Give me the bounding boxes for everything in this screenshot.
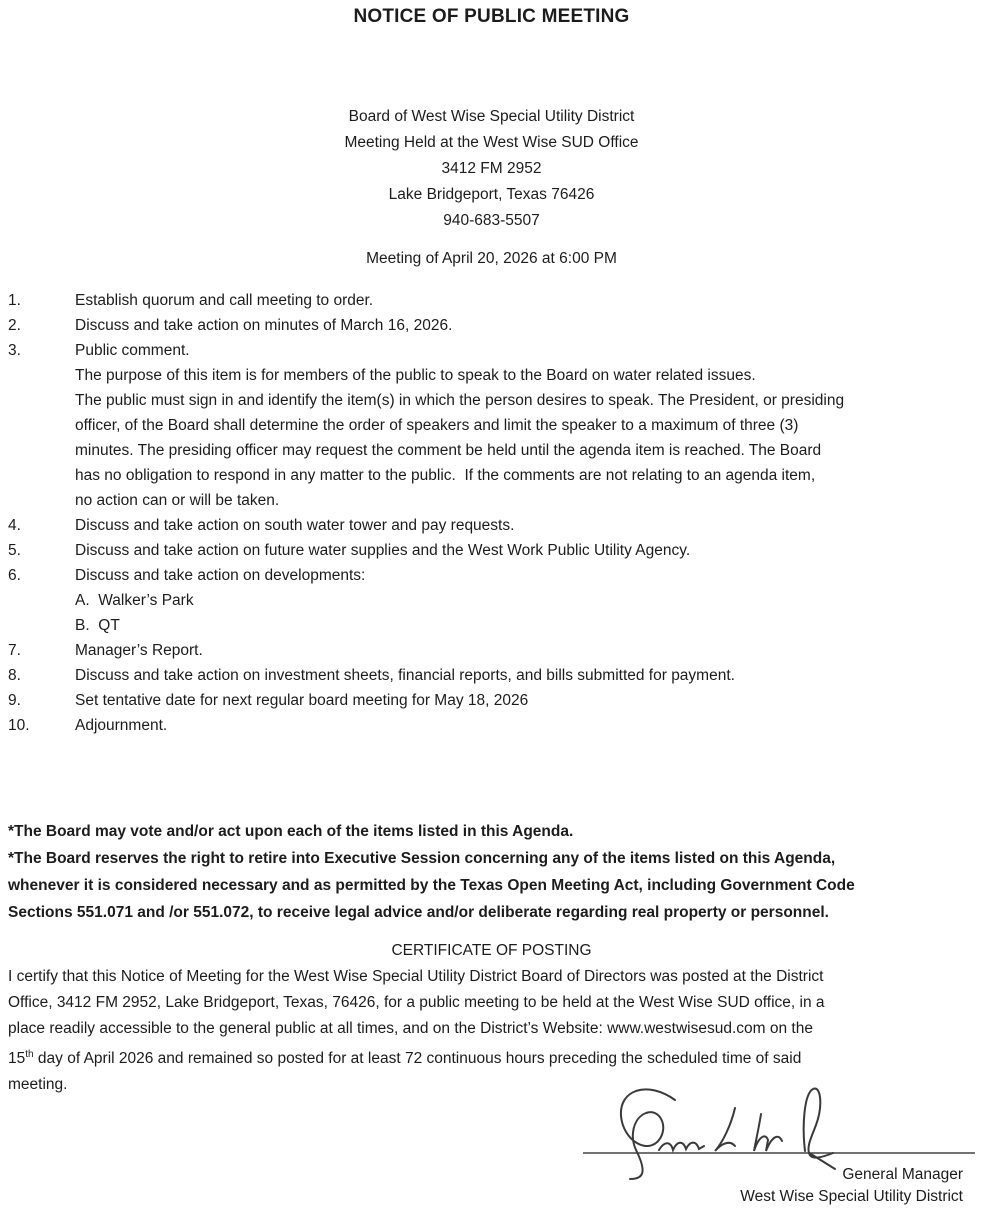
paragraph-line: The purpose of this item is for members of the public to speak to the Board on water related issues. [75,367,756,384]
board-notes [8,818,975,926]
certificate-line-rest: day of April 2026 and remained so posted for at least 72 continuous hours preceding the scheduled time of said [33,1050,802,1068]
org-name-line: Board of West Wise Special Utility District [348,108,635,125]
agenda-item-number: 8. [8,667,21,684]
agenda-item-text: Discuss and take action on minutes of March 16, 2026. [75,317,453,334]
subitem-walkers-park: A. Walker’s Park [75,592,194,609]
certificate-paragraph [8,964,975,1098]
certificate-line: I certify that this Notice of Meeting for the West Wise Special Utility District Board of Directors was posted at the District [8,968,824,985]
agenda-item-text: Public comment. [75,342,190,359]
agenda-item-text: Set tentative date for next regular board meeting for May 18, 2026 [75,692,529,709]
agenda-item-text: Adjournment. [75,717,168,734]
agenda-list [8,288,975,738]
signer-title: General Manager [842,1166,963,1184]
certificate-date-ordinal: th [25,1049,34,1060]
agenda-item-5 [8,538,975,563]
subitem-qt: B. QT [75,617,120,634]
certificate-line: meeting. [8,1076,68,1094]
agenda-item-text: Discuss and take action on south water tower and pay requests. [75,517,515,534]
handwritten-signature [621,1089,835,1179]
agenda-item-number: 6. [8,567,21,584]
org-address-block [8,104,975,234]
note-line: Sections 551.071 and /or 551.072, to receive legal advice and/or deliberate regarding real property or personnel. [8,904,829,921]
paragraph-line: has no obligation to respond in any matter to the public. If the comments are not relating to an agenda item, [75,467,816,484]
developments-subitems [75,588,975,638]
agenda-item-7 [8,638,975,663]
paragraph-line: minutes. The presiding officer may request the comment be held until the agenda item is reached. The Board [75,442,822,459]
agenda-item-number: 7. [8,642,21,659]
agenda-item-number: 10. [8,717,30,734]
agenda-item-number: 4. [8,517,21,534]
org-location-line: Meeting Held at the West Wise SUD Office [344,134,639,151]
agenda-item-9 [8,688,975,713]
agenda-item-3 [8,338,975,363]
agenda-item-number: 9. [8,692,21,709]
agenda-item-1 [8,288,975,313]
agenda-item-text: Discuss and take action on future water supplies and the West Work Public Utility Agency. [75,542,691,559]
note-line: whenever it is considered necessary and as permitted by the Texas Open Meeting Act, including Government Code [8,877,855,894]
note-line: *The Board may vote and/or act upon each of the items listed in this Agenda. [8,823,574,840]
agenda-item-10 [8,713,975,738]
agenda-item-number: 2. [8,317,21,334]
agenda-item-8 [8,663,975,688]
public-comment-paragraph [75,363,975,513]
certificate-line [8,1042,975,1072]
agenda-item-text: Discuss and take action on investment sheets, financial reports, and bills submitted for payment. [75,667,735,684]
agenda-item-text: Manager’s Report. [75,642,203,659]
org-street-line: 3412 FM 2952 [441,160,542,177]
certificate-line: Office, 3412 FM 2952, Lake Bridgeport, Texas, 76426, for a public meeting to be held at the West Wise SUD office, in a [8,994,825,1011]
certificate-line: place readily accessible to the general public at all times, and on the District’s Website: www.westwisesud.com on the [8,1020,813,1037]
paragraph-line: The public must sign in and identify the item(s) in which the person desires to speak. The President, or presiding [75,392,845,409]
agenda-item-text: Establish quorum and call meeting to order. [75,292,374,309]
meeting-datetime: Meeting of April 20, 2026 at 6:00 PM [366,250,617,267]
agenda-item-2 [8,313,975,338]
agenda-item-6 [8,563,975,588]
certificate-heading: CERTIFICATE OF POSTING [391,942,592,959]
signature-block [583,1080,975,1204]
certificate-date-number: 15 [8,1050,26,1068]
agenda-item-text: Discuss and take action on developments: [75,567,366,584]
agenda-item-number: 1. [8,292,21,309]
agenda-item-number: 5. [8,542,21,559]
paragraph-line: officer, of the Board shall determine the order of speakers and limit the speaker to a maximum of three (3) [75,417,799,434]
org-phone-line: 940-683-5507 [443,212,540,229]
agenda-item-number: 3. [8,342,21,359]
paragraph-line: no action can or will be taken. [75,492,280,509]
agenda-item-4 [8,513,975,538]
signer-organization: West Wise Special Utility District [740,1188,963,1206]
document-title: NOTICE OF PUBLIC MEETING [353,6,630,27]
org-city-line: Lake Bridgeport, Texas 76426 [388,186,595,203]
note-line: *The Board reserves the right to retire into Executive Session concerning any of the items listed on this Agenda, [8,850,836,867]
